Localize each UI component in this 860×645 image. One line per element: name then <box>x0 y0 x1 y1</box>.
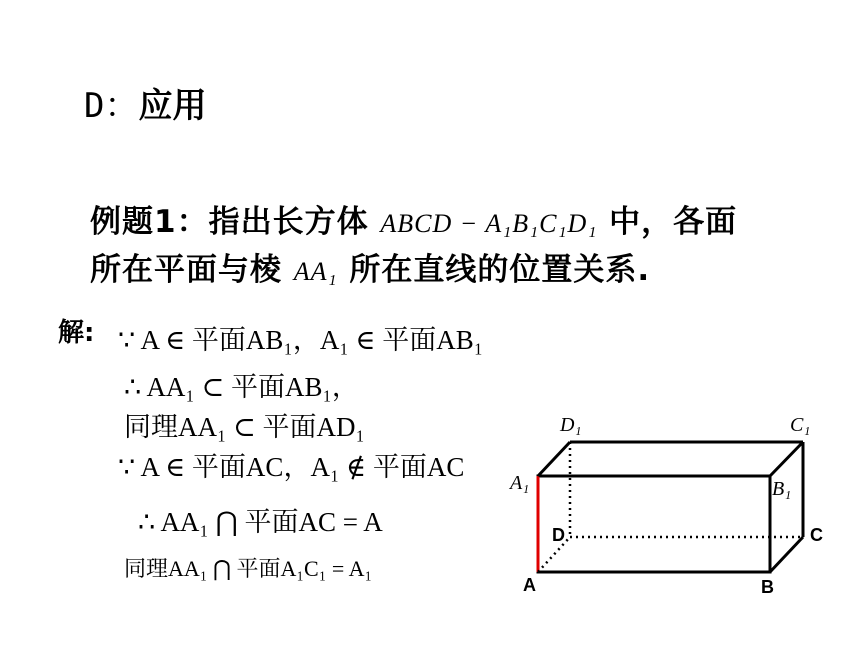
solution-step-4: ∵ A ∈ 平面AC，A₁ ∉ 平面AC <box>118 452 465 482</box>
vertex-label-c1: C₁ <box>790 414 811 436</box>
title-main: 应用 <box>138 86 207 126</box>
problem-text-2b: 所在直线的位置关系. <box>349 252 651 288</box>
solution-step-2: ∴ AA₁ ⊂ 平面AB₁， <box>124 372 359 402</box>
problem-text-1a: 例题1：指出长方体 <box>90 204 369 240</box>
problem-text-2a: 所在平面与棱 <box>90 252 282 288</box>
front-face <box>538 476 770 572</box>
vertex-label-a: A <box>523 575 536 595</box>
vertex-label-d: D <box>552 525 565 545</box>
problem-math-1: ABCD − A₁B₁C₁D₁ <box>380 209 598 238</box>
solution-step-6: 同理AA₁ ⋂ 平面A₁C₁ = A₁ <box>124 556 373 581</box>
solution-step-1: ∵ A ∈ 平面AB₁，A₁ ∈ 平面AB₁ <box>118 325 484 355</box>
solution-label: 解: <box>58 318 95 348</box>
solution-step-3: 同理AA₁ ⊂ 平面AD₁ <box>124 412 365 442</box>
edge-b1c1 <box>770 442 803 476</box>
vertex-label-a1: A₁ <box>510 472 530 494</box>
title-prefix: D： <box>84 86 139 126</box>
vertex-label-b: B <box>761 577 774 597</box>
vertex-label-d1: D₁ <box>560 414 582 436</box>
problem-text-1b: 中，各面 <box>609 204 738 240</box>
vertex-label-b1: B₁ <box>772 478 792 500</box>
edge-bc <box>770 537 803 572</box>
problem-math-2: AA₁ <box>293 257 338 286</box>
vertex-label-c: C <box>810 525 823 545</box>
edge-a1d1 <box>538 442 570 476</box>
solution-step-5: ∴ AA₁ ⋂ 平面AC = A <box>138 507 383 537</box>
